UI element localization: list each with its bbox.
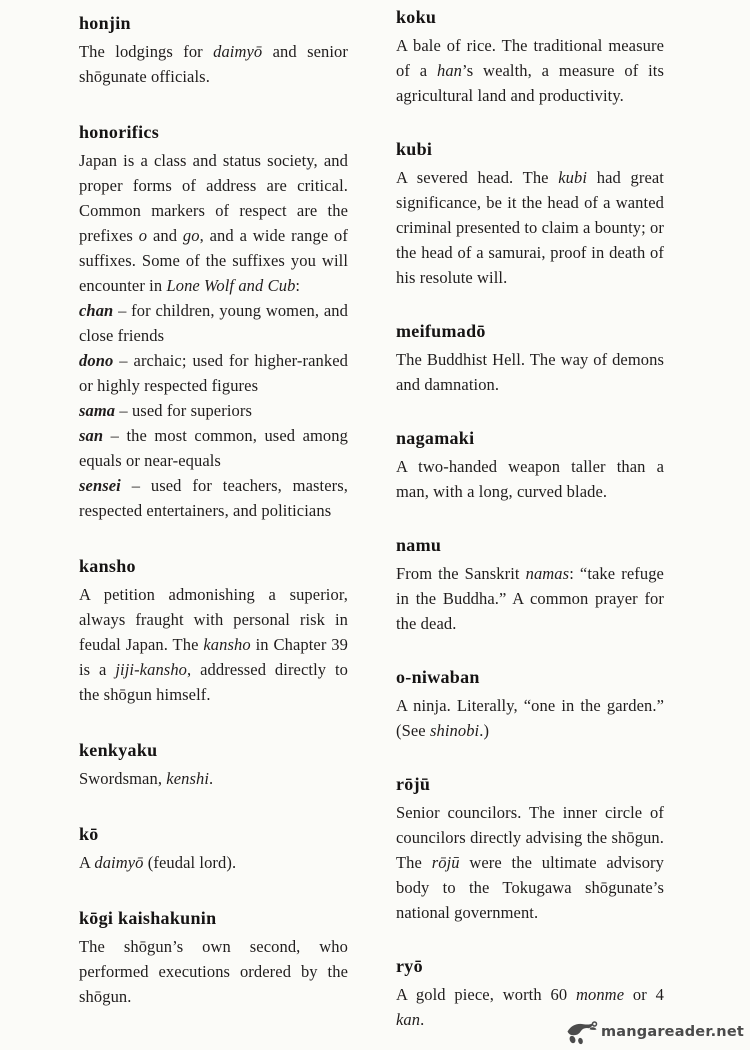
definition-nagamaki bbox=[396, 454, 664, 504]
term-kogi-kaishakunin: kōgi kaishakunin bbox=[79, 908, 217, 928]
glossary-entry-namu bbox=[396, 534, 664, 636]
term-kansho: kansho bbox=[79, 556, 136, 576]
suffix-item-sensei: sensei – used for teachers, masters, respected entertainers, and politicians bbox=[79, 476, 348, 520]
definition-paragraph: A bale of rice. The traditional measure of a han’s wealth, a measure of its agricultural land and productivity. bbox=[396, 36, 664, 105]
definition-paragraph: Swordsman, kenshi. bbox=[79, 769, 214, 788]
term-namu: namu bbox=[396, 535, 442, 555]
definition-paragraph: A petition admonishing a superior, always fraught with personal risk in feudal Japan. The kansho in Chapter 39 is a jiji-kansho, addressed directly to the shōgun himself. bbox=[79, 585, 348, 704]
right-column bbox=[396, 0, 664, 1050]
definition-kubi bbox=[396, 165, 664, 290]
definition-roju bbox=[396, 800, 664, 925]
suffix-item-sama: sama – used for superiors bbox=[79, 401, 252, 420]
term-kenkyaku: kenkyaku bbox=[79, 740, 158, 760]
definition-o-niwaban bbox=[396, 693, 664, 743]
term-honorifics: honorifics bbox=[79, 122, 160, 142]
glossary-entry-meifumado bbox=[396, 320, 664, 397]
definition-namu bbox=[396, 561, 664, 636]
term-roju: rōjū bbox=[396, 774, 431, 794]
definition-paragraph: A severed head. The kubi had great significance, be it the head of a wanted criminal presented to claim a bounty; or the head of a samurai, proof in death of his resolute will. bbox=[396, 168, 664, 287]
definition-kansho bbox=[79, 582, 348, 707]
term-nagamaki: nagamaki bbox=[396, 428, 475, 448]
term-ko: kō bbox=[79, 824, 99, 844]
glossary-entry-roju bbox=[396, 773, 664, 925]
definition-paragraph: From the Sanskrit namas: “take refuge in the Buddha.” A common prayer for the dead. bbox=[396, 564, 664, 633]
glossary-entry-o-niwaban bbox=[396, 666, 664, 743]
glossary-entry-kogi-kaishakunin bbox=[79, 907, 348, 1009]
glossary-entry-honorifics bbox=[79, 121, 348, 523]
watermark-text: mangareader.net bbox=[600, 1023, 744, 1040]
glossary-entry-honjin bbox=[79, 12, 348, 89]
term-honjin: honjin bbox=[79, 13, 131, 33]
glossary-entry-kansho bbox=[79, 555, 348, 707]
definition-kenkyaku bbox=[79, 766, 348, 791]
glossary-entry-nagamaki bbox=[396, 427, 664, 504]
definition-paragraph: A gold piece, worth 60 monme or 4 kan. bbox=[396, 985, 664, 1029]
definition-paragraph: The lodgings for daimyō and senior shōgunate officials. bbox=[79, 42, 348, 86]
definition-paragraph: Senior councilors. The inner circle of councilors directly advising the shōgun. The rōjū were the ultimate advisory body to the Tokugawa shōgunate’s national government. bbox=[396, 803, 664, 922]
definition-meifumado bbox=[396, 347, 664, 397]
term-ryo: ryō bbox=[396, 956, 423, 976]
left-column bbox=[79, 0, 348, 1041]
definition-paragraph: A daimyō (feudal lord). bbox=[79, 853, 237, 872]
mangareader-logo-icon bbox=[566, 1018, 600, 1045]
definition-paragraph: A ninja. Literally, “one in the garden.” (See shinobi.) bbox=[396, 696, 664, 740]
term-kubi: kubi bbox=[396, 139, 433, 159]
definition-paragraph: A two-handed weapon taller than a man, with a long, curved blade. bbox=[396, 457, 664, 501]
term-meifumado: meifumadō bbox=[396, 321, 486, 341]
suffix-item-san: san – the most common, used among equals or near-equals bbox=[79, 426, 348, 470]
definition-koku bbox=[396, 33, 664, 108]
definition-paragraph: Japan is a class and status society, and proper forms of address are critical. Common markers of respect are the prefixes o and go, and a wide range of suffixes. Some of the suffixes you will encounter in Lone Wolf and Cub: bbox=[79, 151, 348, 295]
definition-honjin bbox=[79, 39, 348, 89]
suffix-item-chan: chan – for children, young women, and close friends bbox=[79, 301, 348, 345]
definition-ko bbox=[79, 850, 348, 875]
definition-paragraph: The Buddhist Hell. The way of demons and damnation. bbox=[396, 350, 664, 394]
definition-kogi-kaishakunin bbox=[79, 934, 348, 1009]
definition-paragraph: The shōgun’s own second, who performed executions ordered by the shōgun. bbox=[79, 937, 348, 1006]
term-koku: koku bbox=[396, 7, 437, 27]
suffix-item-dono: dono – archaic; used for higher-ranked or highly respected figures bbox=[79, 351, 348, 395]
glossary-entry-koku bbox=[396, 6, 664, 108]
definition-honorifics bbox=[79, 148, 348, 523]
term-o-niwaban: o-niwaban bbox=[396, 667, 480, 687]
glossary-entry-kenkyaku bbox=[79, 739, 348, 791]
glossary-entry-kubi bbox=[396, 138, 664, 290]
glossary-entry-ko bbox=[79, 823, 348, 875]
watermark bbox=[566, 1018, 744, 1045]
